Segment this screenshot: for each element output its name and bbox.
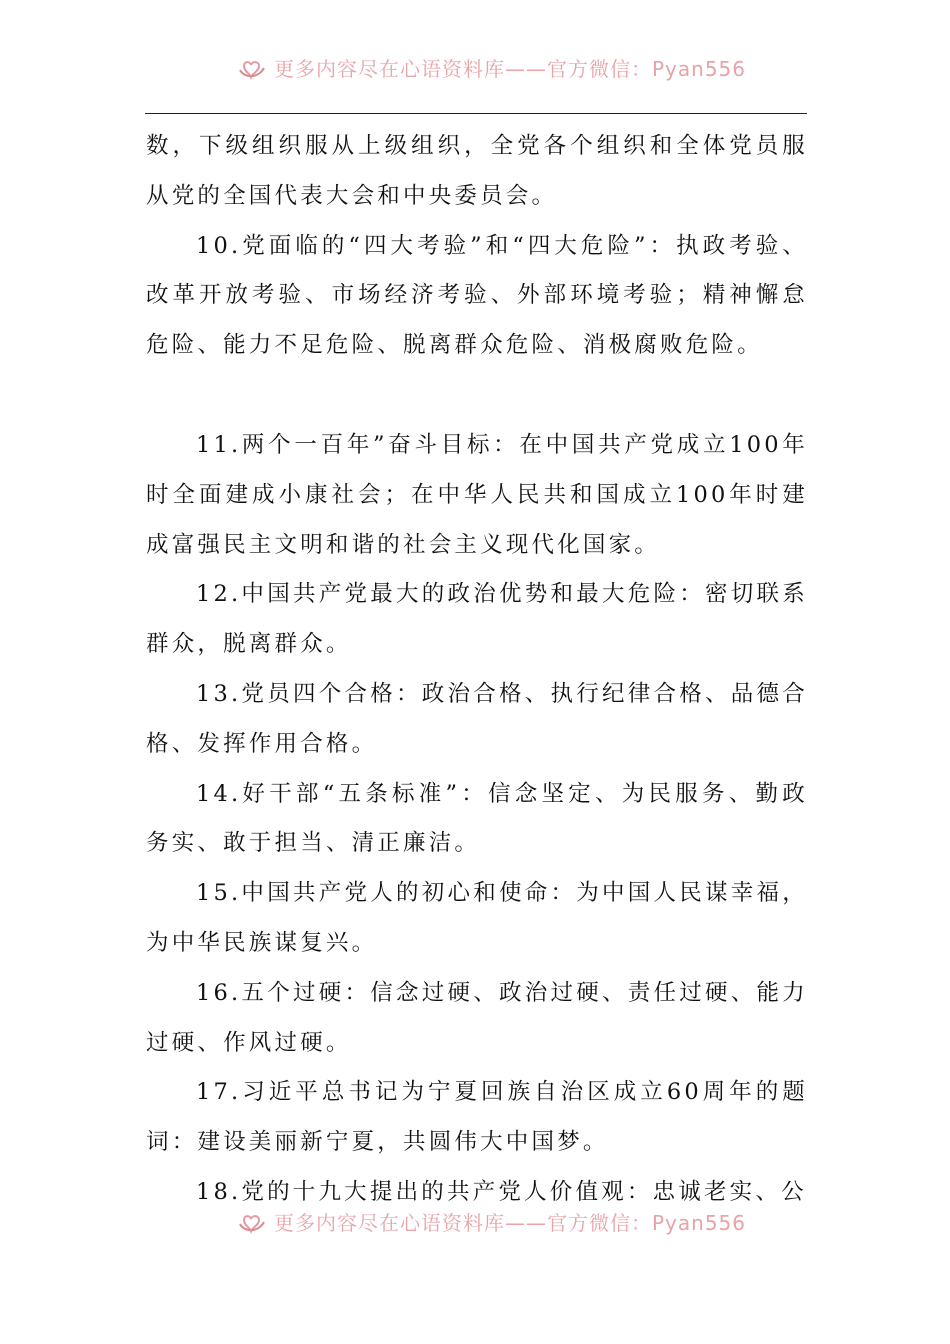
header-divider — [145, 113, 807, 114]
footer-watermark — [238, 1208, 758, 1238]
watermark-text: 更多内容尽在心语资料库——官方微信：Pyan556 — [274, 57, 747, 81]
paragraph-item-15: 15.中国共产党人的初心和使命：为中国人民谋幸福，为中华民族谋复兴。 — [146, 880, 808, 956]
paragraph-item-12: 12.中国共产党最大的政治优势和最大危险：密切联系群众，脱离群众。 — [146, 581, 808, 658]
paragraph-item-16: 16.五个过硬：信念过硬、政治过硬、责任过硬、能力过硬、作风过硬。 — [146, 979, 808, 1056]
header-watermark — [238, 54, 758, 84]
paragraph-item-17: 17.习近平总书记为宁夏回族自治区成立60周年的题词：建设美丽新宁夏，共圆伟大中国梦。 — [146, 1079, 808, 1156]
paragraph-continuation: 数，下级组织服从上级组织，全党各个组织和全体党员服从党的全国代表大会和中央委员会。 — [146, 133, 808, 209]
paragraph-item-10: 10.党面临的“四大考验”和“四大危险”：执政考验、改革开放考验、市场经济考验、外部环境考验；精神懈怠危险、能力不足危险、脱离群众危险、消极腐败危险。 — [146, 232, 808, 359]
heart-swirl-logo-icon — [238, 1212, 266, 1234]
paragraph-item-18: 18.党的十九大提出的共产党人价值观：忠诚老实、公 — [196, 1178, 807, 1205]
watermark-text: 更多内容尽在心语资料库——官方微信：Pyan556 — [274, 1211, 747, 1235]
document-body — [146, 122, 808, 1218]
heart-swirl-logo-icon — [238, 58, 266, 80]
paragraph-item-13: 13.党员四个合格：政治合格、执行纪律合格、品德合格、发挥作用合格。 — [146, 680, 808, 757]
paragraph-item-11: 11.两个一百年”奋斗目标：在中国共产党成立100年时全面建成小康社会；在中华人民共和国成立100年时建成富强民主文明和谐的社会主义现代化国家。 — [146, 431, 808, 558]
paragraph-item-14: 14.好干部“五条标准”：信念坚定、为民服务、勤政务实、敢于担当、清正廉洁。 — [146, 780, 808, 857]
